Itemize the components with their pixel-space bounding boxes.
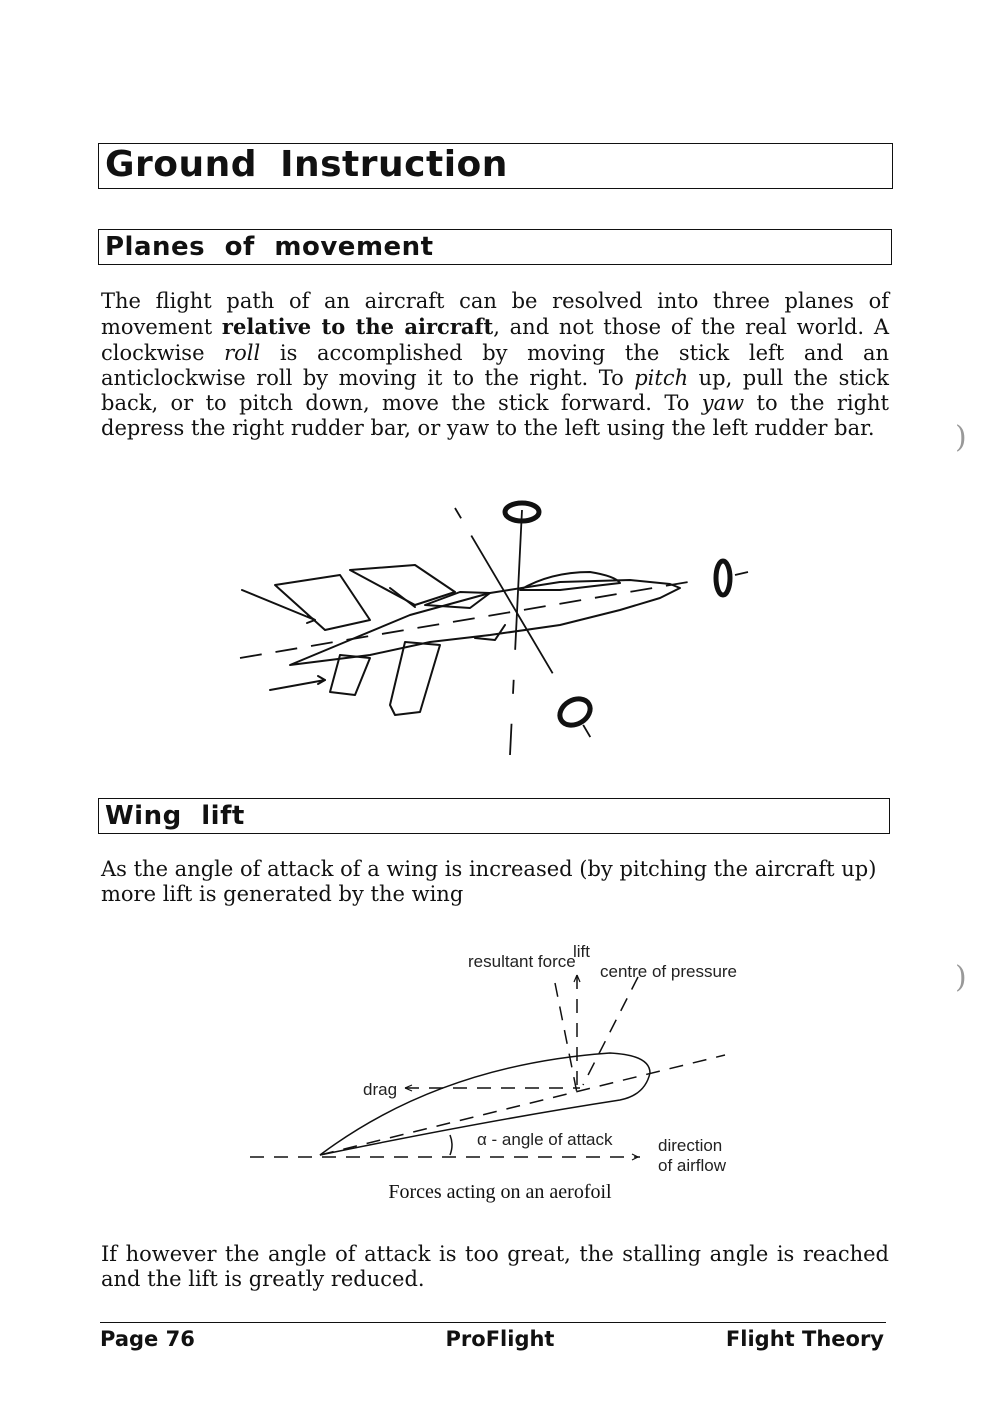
footer-page-number: Page 76 xyxy=(100,1327,195,1351)
resultant-line xyxy=(555,983,577,1093)
upper-tailplane xyxy=(275,575,370,630)
direction-label: direction xyxy=(658,1136,723,1155)
paragraph-planes: The flight path of an aircraft can be resolved into three planes of movement relative to the aircraft, and not those of the real world. A clockwise roll is accomplished by moving the stick left and an anticlockwise roll by moving it to the right. To pitch up, pull the stick back, or to pitch down, move the stick forward. To yaw to the right depress the right rudder bar, or yaw to the left using the left rudder bar. xyxy=(101,289,890,441)
resultant-force-label: resultant force xyxy=(468,952,576,971)
paragraph-stalling: If however the angle of attack is too great, the stalling angle is reached and the lift is greatly reduced. xyxy=(101,1242,889,1292)
roll-rotation-arrow xyxy=(716,561,730,595)
margin-mark: ) xyxy=(955,960,967,995)
pitch-axis xyxy=(455,508,595,745)
section-heading-wing-lift: Wing lift xyxy=(98,798,890,834)
centre-of-pressure-label: centre of pressure xyxy=(600,962,738,981)
drag-label: drag xyxy=(363,1080,398,1099)
angle-of-attack-label: α - angle of attack xyxy=(477,1130,613,1149)
airflow-label: of airflow xyxy=(658,1156,727,1175)
footer-title: ProFlight xyxy=(445,1327,555,1351)
aerofoil-figure xyxy=(240,935,740,1175)
section-heading-planes: Planes of movement xyxy=(98,229,892,265)
paragraph-wing-lift: As the angle of attack of a wing is increased (by pitching the aircraft up) more lift is generated by the wing xyxy=(101,857,877,907)
lift-label: lift xyxy=(573,942,590,961)
footer-rule xyxy=(100,1322,886,1323)
lower-wing xyxy=(390,642,440,715)
figure-caption: Forces acting on an aerofoil xyxy=(388,1181,612,1203)
intake xyxy=(425,592,490,608)
lower-tailplane xyxy=(330,655,370,695)
pitch-rotation-arrow xyxy=(555,694,595,731)
margin-mark: ) xyxy=(955,420,967,455)
aircraft-axes-figure xyxy=(230,480,770,770)
centre-line xyxy=(583,977,638,1085)
footer-section: Flight Theory xyxy=(725,1327,884,1351)
page-title: Ground Instruction xyxy=(98,143,893,189)
